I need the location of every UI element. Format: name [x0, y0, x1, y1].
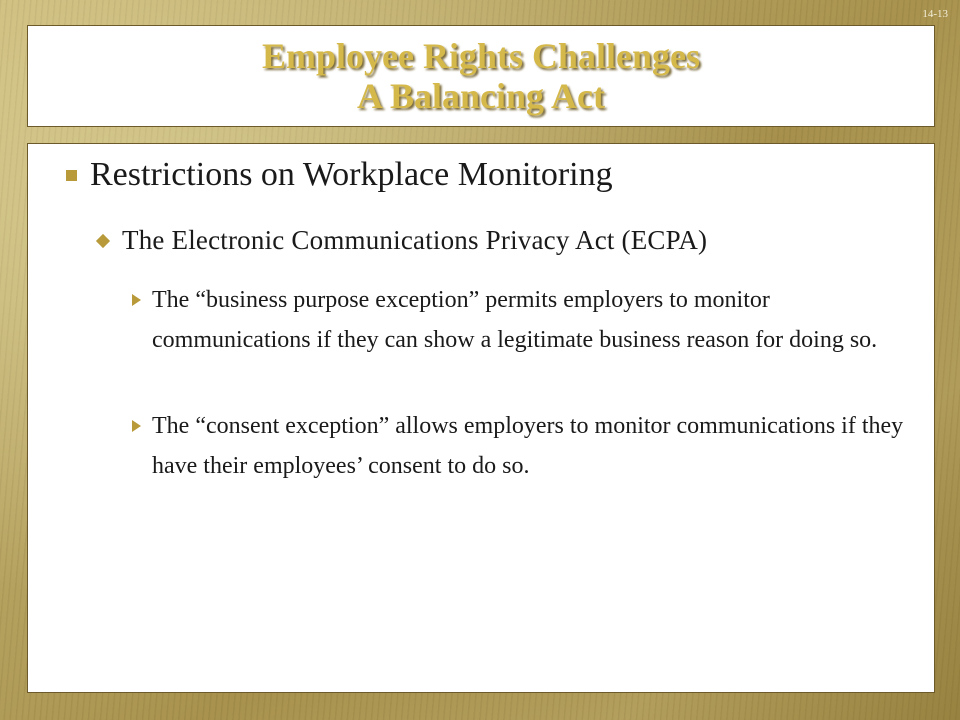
bullet-level-3-item — [132, 406, 922, 486]
title-box — [27, 25, 935, 127]
slide-number: 14-13 — [922, 8, 948, 20]
arrow-bullet-icon — [132, 420, 141, 432]
bullet-heading-text: Restrictions on Workplace Monitoring — [90, 156, 613, 193]
slide-title-line-2: A Balancing Act — [356, 76, 606, 116]
bullet-subheading-text: The Electronic Communications Privacy Act (ECPA) — [122, 225, 708, 255]
bullet-level-1 — [66, 156, 613, 194]
content-box — [27, 143, 935, 693]
arrow-bullet-icon — [132, 294, 141, 306]
bullet-level-2 — [96, 225, 707, 256]
bullet-level-3-item — [132, 280, 922, 360]
bullet-point-text: The “business purpose exception” permits employers to monitor communications if they can show a legitimate business reason for doing so. — [152, 287, 878, 353]
slide-title-line-1: Employee Rights Challenges — [261, 36, 700, 76]
diamond-bullet-icon — [96, 233, 110, 247]
square-bullet-icon — [66, 170, 77, 181]
bullet-point-text: The “consent exception” allows employers to monitor communications if they have their employees’ consent to do so. — [152, 413, 904, 479]
